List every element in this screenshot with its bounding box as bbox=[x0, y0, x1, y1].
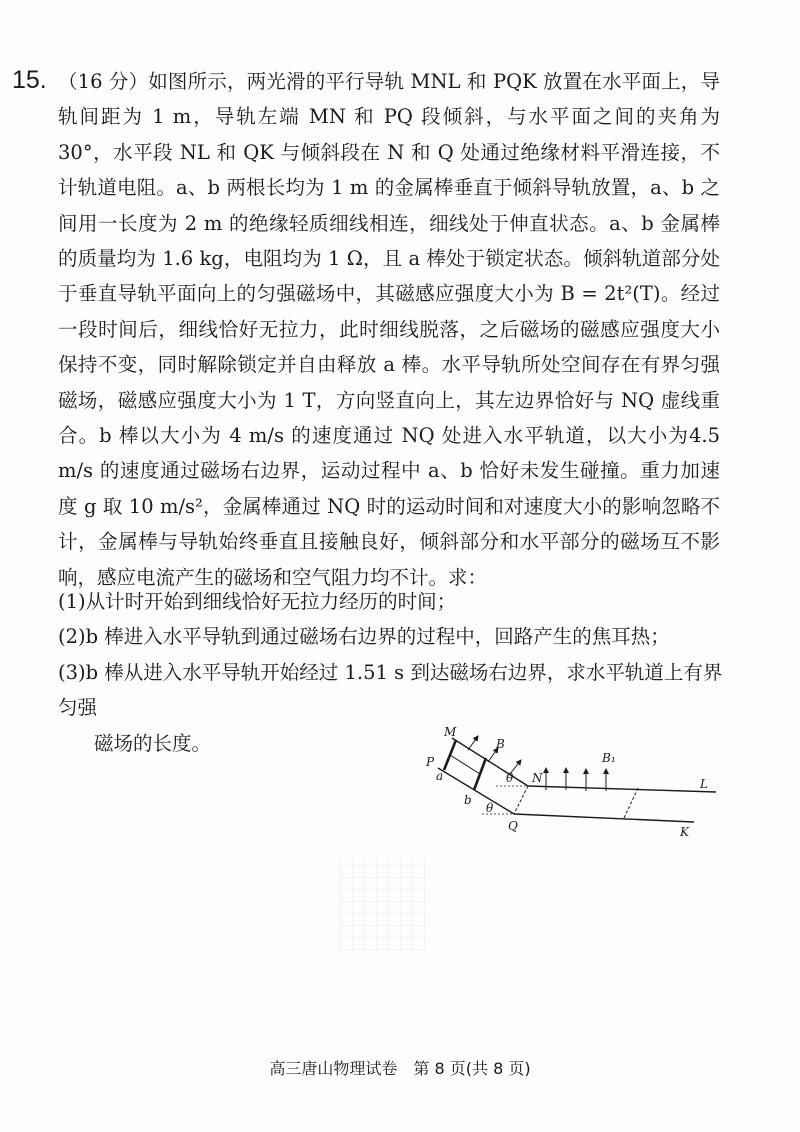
label-theta-1: θ bbox=[506, 771, 514, 785]
rail-pq bbox=[438, 768, 514, 814]
faint-grid-smudge bbox=[340, 858, 426, 950]
rail-mn bbox=[452, 738, 528, 786]
question-number: 15. bbox=[12, 66, 47, 94]
label-b1: B₁ bbox=[602, 751, 616, 765]
rail-diagram bbox=[424, 724, 724, 842]
sub-question-1: (1)从计时开始到细线恰好无拉力经历的时间； bbox=[58, 590, 457, 613]
field-arrow-b-1 bbox=[468, 736, 478, 750]
label-l: L bbox=[700, 777, 708, 791]
nq-boundary bbox=[514, 786, 528, 814]
label-n: N bbox=[532, 771, 543, 785]
field-right-boundary bbox=[624, 788, 638, 818]
sub-question-3-continued: 磁场的长度。 bbox=[94, 731, 212, 755]
page-footer: 高三唐山物理试卷 第 8 页(共 8 页) bbox=[269, 1059, 531, 1078]
rail-qk bbox=[514, 814, 694, 822]
rail-nl bbox=[528, 786, 716, 792]
label-a: a bbox=[436, 769, 444, 783]
sub-question-2: (2)b 棒进入水平导轨到通过磁场右边界的过程中，回路产生的焦耳热； bbox=[58, 625, 670, 649]
question-body bbox=[58, 64, 720, 595]
label-theta-2: θ bbox=[486, 801, 494, 815]
label-b: b bbox=[464, 793, 472, 807]
thread bbox=[450, 755, 480, 774]
sub-question-3: (3)b 棒从进入水平导轨开始经过 1.51 s 到达磁场右边界，求水平轨道上有界匀强 bbox=[58, 660, 723, 720]
question-text: （16 分）如图所示，两光滑的平行导轨 MNL 和 PQK 放置在水平面上，导轨间距为 1 m，导轨左端 MN 和 PQ 段倾斜，与水平面之间的夹角为 30°，水平段 NL 和 QK 与倾斜段在 N 和 Q 处通过绝缘材料平滑连接，不计轨道电阻。a、b 两根长均为 1 m 的金属棒垂直于倾斜导轨放置，a、b 之间用一长度为 2 m 的绝缘轻质细线相连，细线处于伸直状态。a、b 金属棒的质量均为 1.6 kg，电阻均为 1 Ω，且 a 棒处于锁定状态。倾斜轨道部分处于垂直导轨平面向上的匀强磁场中，其磁感应强度大小为 B = 2t²(T)。经过一段时间后，细线恰好无拉力，此时细线脱落，之后磁场的磁感应强度大小保持不变，同时解除锁定并自由释放 a 棒。水平导轨所处空间存在有界匀强磁场，磁感应强度大小为 1 T，方向竖直向上，其左边界恰好与 NQ 虚线重合。b 棒以大小为 4 m/s 的速度通过 NQ 处进入水平轨道，以大小为4.5 m/s 的速度通过磁场右边界，运动过程中 a、b 恰好未发生碰撞。重力加速度 g 取 10 m/s²，金属棒通过 NQ 时的运动时间和对速度大小的影响忽略不计，金属棒与导轨始终垂直且接触良好，倾斜部分和水平部分的磁场互不影响，感应电流产生的磁场和空气阻力均不计。求： bbox=[58, 70, 720, 589]
label-m: M bbox=[444, 725, 457, 739]
label-p: P bbox=[426, 755, 435, 769]
label-k: K bbox=[680, 825, 689, 839]
label-q: Q bbox=[508, 819, 518, 833]
rail-diagram-svg bbox=[424, 724, 724, 842]
label-field-b: B bbox=[496, 737, 505, 751]
